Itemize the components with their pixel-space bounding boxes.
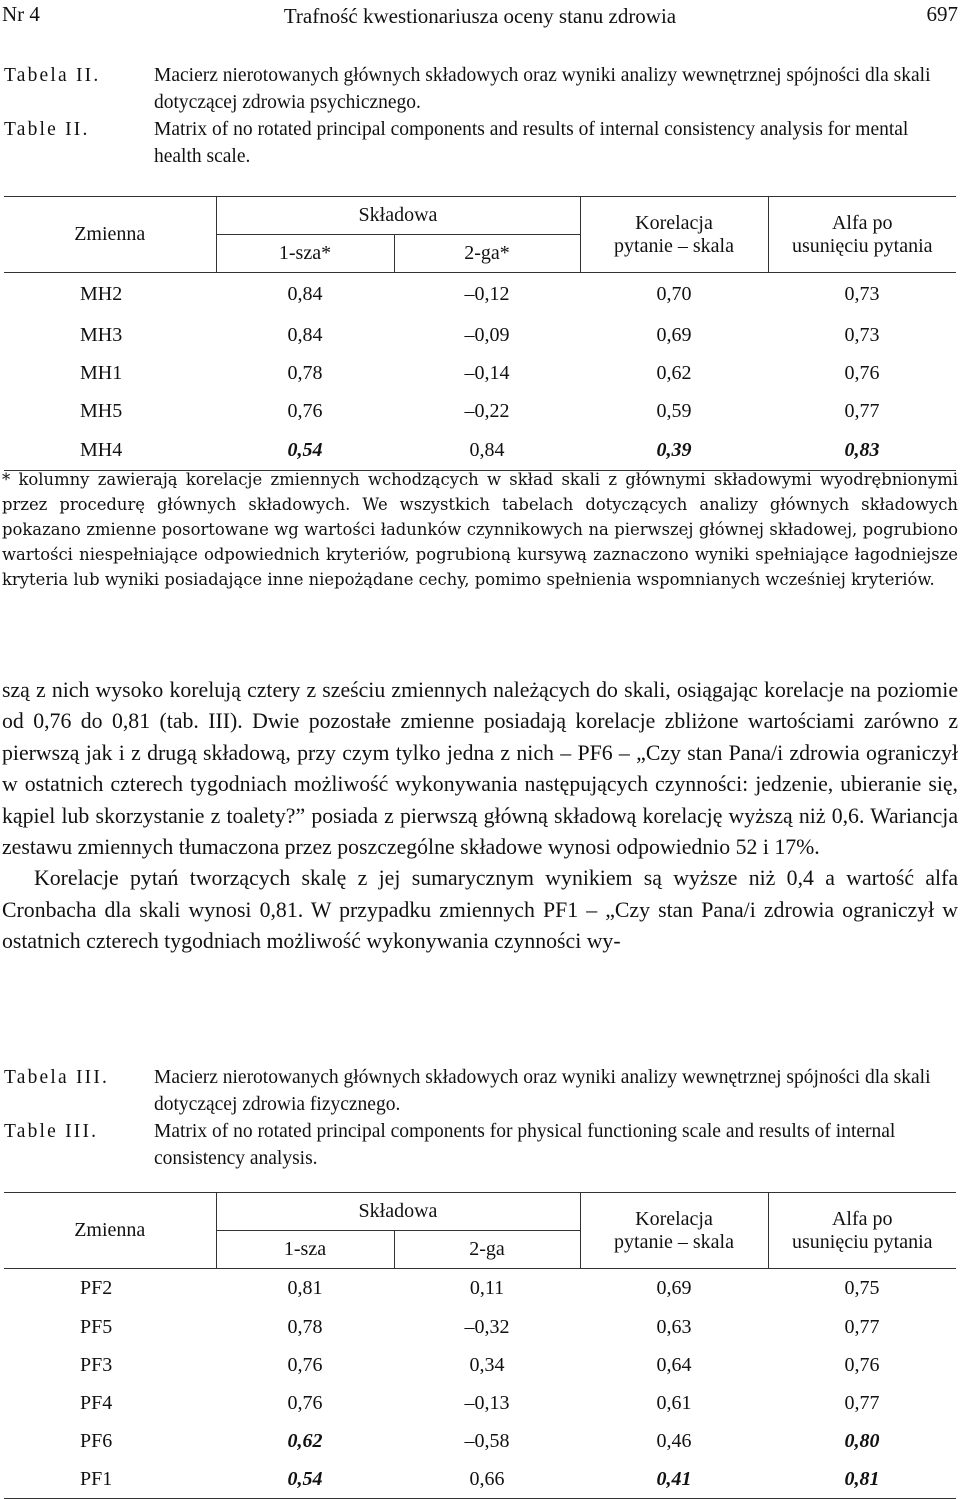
col-header-alpha: Alfa po usunięciu pytania (768, 197, 956, 273)
paragraph: szą z nich wysoko korelują cztery z sześciu zmiennych należących do skali, osiągając korelacje na poziomie od 0,76 do 0,81 (tab. III). Dwie pozostałe zmienne posiadają korelacje zbliżone wartościami zarówno z pierwszą jak i z drugą składową, przy czym tylko jedna z nich – PF6 – „Czy stan Pana/i zdrowia ograniczył w ostatnich czterech tygodniach możliwość wykonywania następujących czynności: jedzenie, ubieranie się, kąpiel lub skorzystanie z toalety?” posiada z pierwszą główną składową korelację wyższą niż 0,6. Wariancja zestawu zmiennych tłumaczona przez poszczególne składowe wynosi odpowiednio 52 i 17%. (2, 678, 958, 860)
table-row: PF4 0,76 –0,13 0,61 0,77 (80, 1392, 880, 1414)
table-row: PF6 0,62 –0,58 0,46 0,80 (80, 1430, 880, 1452)
table-row: MH4 0,54 0,84 0,39 0,83 (80, 438, 880, 461)
col-header-second: 2-ga* (394, 235, 580, 273)
caption-label: Tabela III. (4, 1067, 110, 1088)
caption-label: Tabela II. (4, 65, 101, 86)
table-row: MH1 0,78 –0,14 0,62 0,76 (80, 362, 880, 384)
table3-caption (4, 1064, 956, 1172)
col-header-component: Składowa (216, 1193, 580, 1231)
col-header-variable: Zmienna (74, 1219, 146, 1241)
col-header-first: 1-sza (216, 1231, 394, 1269)
col-header-alpha: Alfa po usunięciu pytania (768, 1193, 956, 1269)
table-row: PF3 0,76 0,34 0,64 0,76 (80, 1354, 880, 1376)
col-header-component: Składowa (216, 197, 580, 235)
table-row: MH5 0,76 –0,22 0,59 0,77 (80, 400, 880, 422)
caption-text: Matrix of no rotated principal components and results of internal consistency analysis for mental health scale. (154, 119, 909, 167)
col-header-correlation: Korelacja pytanie – skala (580, 197, 768, 273)
table-row: PF5 0,78 –0,32 0,63 0,77 (80, 1316, 880, 1338)
col-header-second: 2-ga (394, 1231, 580, 1269)
col-header-variable: Zmienna (74, 223, 146, 245)
caption-text: Matrix of no rotated principal components for physical functioning scale and results of internal consistency analysis. (154, 1121, 896, 1169)
table2-footnote: * kolumny zawierają korelacje zmiennych wchodzących w skład skali z głównymi składowymi wyodrębnionymi przez procedurę głównych składowych. We wszystkich tabelach dotyczących analizy głównych składowych pokazano zmienne posortowane wg wartości ładunków czynnikowych na pierwszej głównej składowej, pogrubiono wartości niespełniające odpowiednich kryteriów, pogrubioną kursywą zaznaczono wyniki spełniające łagodniejsze kryteria lub wyniki posiadające inne niepożądane cechy, pomimo spełnienia wspomnianych wcześniej kryteriów. (2, 470, 958, 589)
caption-label: Table III. (4, 1121, 99, 1142)
table-row: PF2 0,81 0,11 0,69 0,75 (80, 1277, 880, 1300)
caption-text: Macierz nierotowanych głównych składowych oraz wyniki analizy wewnętrznej spójności dla skali dotyczącej zdrowia psychicznego. (154, 65, 931, 113)
col-header-first: 1-sza* (216, 235, 394, 273)
caption-label: Table II. (4, 119, 90, 140)
running-title: Trafność kwestionariusza oceny stanu zdrowia (283, 4, 677, 28)
table2 (4, 196, 956, 471)
page-number: 697 (926, 2, 958, 26)
paragraph: Korelacje pytań tworzących skalę z jej sumarycznym wynikiem są wyższe niż 0,4 a wartość alfa Cronbacha dla skali wynosi 0,81. W przypadku zmiennych PF1 – „Czy stan Pana/i zdrowia ograniczył w ostatnich czterech tygodniach możliwość wykonywania czynności wy- (2, 866, 958, 954)
col-header-correlation: Korelacja pytanie – skala (580, 1193, 768, 1269)
table-row: MH3 0,84 –0,09 0,69 0,73 (80, 324, 880, 346)
table-row: MH2 0,84 –0,12 0,70 0,73 (80, 283, 880, 306)
table3 (4, 1192, 956, 1499)
caption-text: Macierz nierotowanych głównych składowych oraz wyniki analizy wewnętrznej spójności dla skali dotyczącej zdrowia fizycznego. (154, 1067, 931, 1115)
table2-caption (4, 62, 956, 170)
body-text (2, 675, 958, 958)
issue-number: Nr 4 (2, 2, 40, 26)
table-row: PF1 0,54 0,66 0,41 0,81 (80, 1467, 880, 1490)
